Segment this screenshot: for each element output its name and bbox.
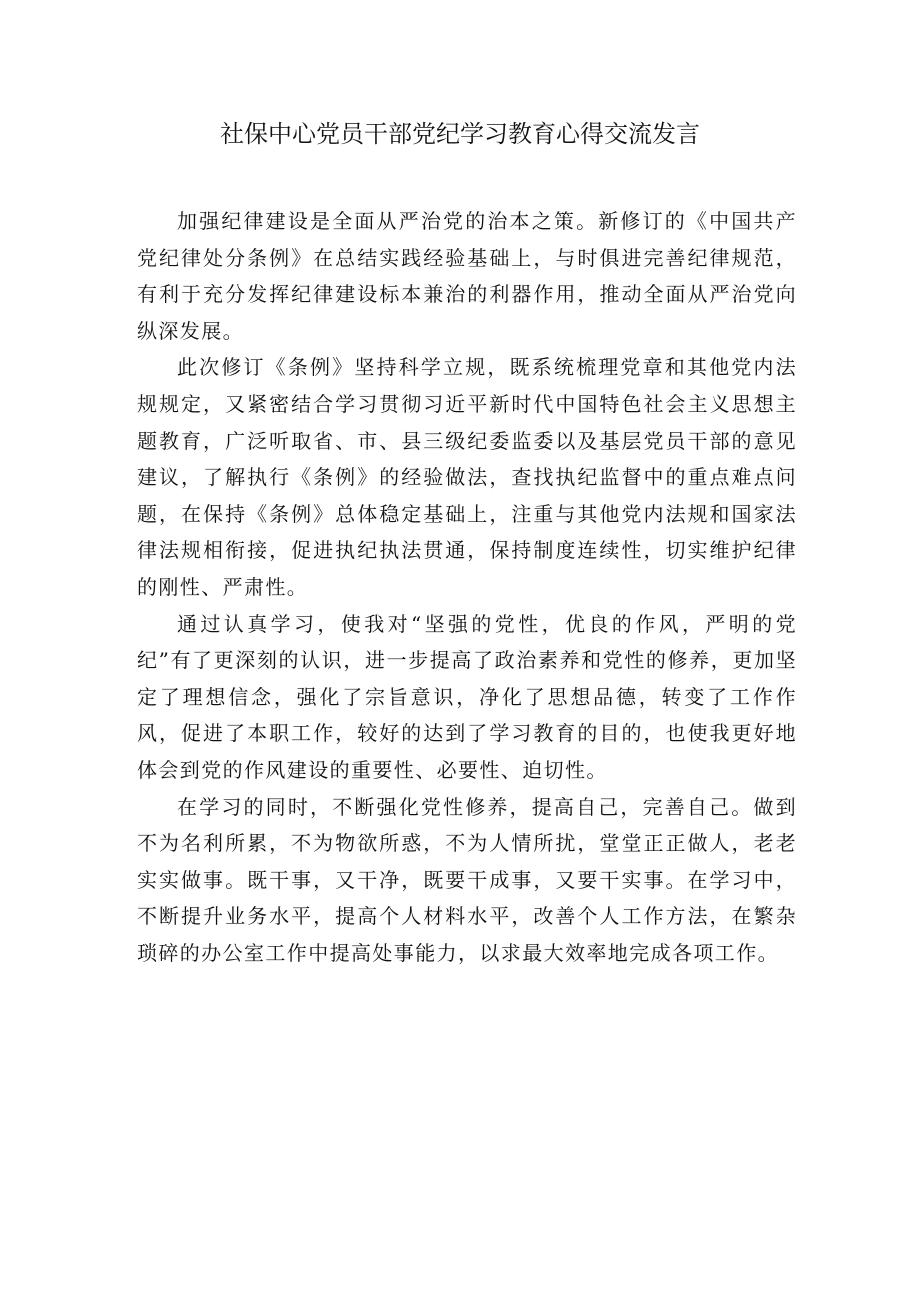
document-title: 社保中心党员干部党纪学习教育心得交流发言 xyxy=(220,120,700,148)
paragraph-2: 此次修订《条例》坚持科学立规，既系统梳理党章和其他党内法规规定，又紧密结合学习贯彻习近平新时代中国特色社会主义思想主题教育，广泛听取省、市、县三级纪委监委以及基层党员干部的意见建议，了解执行《条例》的经验做法，查找执纪监督中的重点难点问题，在保持《条例》总体稳定基础上，注重与其他党内法规和国家法律法规相衔接，促进执纪执法贯通，保持制度连续性，切实维护纪律的刚性、严肃性。 xyxy=(137,355,797,599)
document-body xyxy=(137,203,797,971)
paragraph-4: 在学习的同时，不断强化党性修养，提高自己，完善自己。做到不为名利所累，不为物欲所惑，不为人情所扰，堂堂正正做人，老老实实做事。既干事，又干净，既要干成事，又要干实事。在学习中，不断提升业务水平，提高个人材料水平，改善个人工作方法，在繁杂琐碎的办公室工作中提高处事能力，以求最大效率地完成各项工作。 xyxy=(137,794,797,965)
paragraph-1: 加强纪律建设是全面从严治党的治本之策。新修订的《中国共产党纪律处分条例》在总结实践经验基础上，与时俱进完善纪律规范，有利于充分发挥纪律建设标本兼治的利器作用，推动全面从严治党向纵深发展。 xyxy=(137,209,797,343)
paragraph-3: 通过认真学习，使我对“坚强的党性，优良的作风，严明的党纪”有了更深刻的认识，进一步提高了政治素养和党性的修养，更加坚定了理想信念，强化了宗旨意识，净化了思想品德，转变了工作作风，促进了本职工作，较好的达到了学习教育的目的，也使我更好地体会到党的作风建设的重要性、必要性、迫切性。 xyxy=(137,611,797,782)
